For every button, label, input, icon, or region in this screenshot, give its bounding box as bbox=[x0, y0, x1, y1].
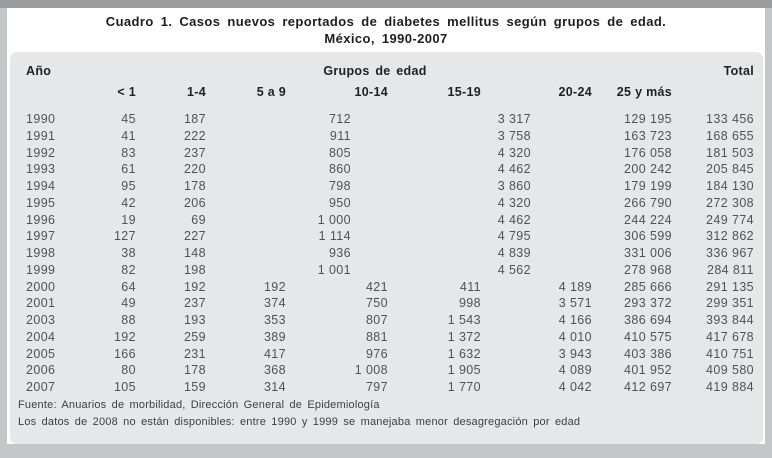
frame-bottom-border bbox=[0, 444, 772, 458]
value-cell: 4 462 bbox=[497, 212, 531, 227]
value-cell: 1 770 bbox=[447, 380, 481, 394]
value-cell: 95 bbox=[121, 179, 136, 193]
value-cell: 4 320 bbox=[497, 195, 531, 210]
value-cell: 3 943 bbox=[558, 346, 592, 361]
total-cell: 409 580 bbox=[706, 363, 755, 378]
header-spacer bbox=[674, 81, 756, 102]
frame-left-border bbox=[0, 8, 7, 458]
value-cell: 1 543 bbox=[447, 313, 481, 327]
value-cell: 798 bbox=[328, 179, 351, 193]
value-cell: 374 bbox=[263, 296, 286, 311]
total-cell: 393 844 bbox=[706, 313, 755, 327]
value-cell: 19 bbox=[121, 212, 136, 227]
table-row bbox=[18, 195, 756, 212]
value-cell: 417 bbox=[263, 346, 286, 361]
total-cell: 133 456 bbox=[706, 112, 755, 126]
table-row bbox=[18, 245, 756, 262]
value-cell: 231 bbox=[183, 346, 206, 361]
year-cell: 1998 bbox=[26, 246, 56, 260]
value-cell: 4 166 bbox=[558, 313, 592, 327]
year-cell: 1991 bbox=[26, 128, 56, 143]
footnotes bbox=[18, 398, 748, 432]
year-cell: 1999 bbox=[26, 262, 56, 277]
year-cell: 1997 bbox=[26, 229, 56, 244]
value-cell: 176 058 bbox=[624, 145, 673, 160]
year-cell: 1995 bbox=[26, 195, 56, 210]
total-cell: 410 751 bbox=[706, 346, 755, 361]
value-cell: 163 723 bbox=[624, 128, 673, 143]
year-cell: 2001 bbox=[26, 296, 56, 311]
value-cell: 1 632 bbox=[447, 346, 481, 361]
value-cell: 198 bbox=[183, 262, 206, 277]
value-cell: 368 bbox=[263, 363, 286, 378]
value-cell: 61 bbox=[121, 162, 136, 177]
value-cell: 936 bbox=[328, 246, 351, 260]
value-cell: 83 bbox=[121, 145, 136, 160]
value-cell: 412 697 bbox=[624, 380, 673, 394]
header-age-25plus: 25 y más bbox=[616, 84, 673, 99]
value-cell: 200 242 bbox=[624, 162, 673, 177]
header-spacer bbox=[18, 81, 78, 102]
value-cell: 80 bbox=[121, 363, 136, 378]
value-cell: 178 bbox=[183, 363, 206, 378]
year-cell: 2000 bbox=[26, 279, 56, 294]
value-cell: 193 bbox=[183, 313, 206, 327]
value-cell: 3 860 bbox=[497, 179, 531, 193]
value-cell: 3 317 bbox=[497, 112, 531, 126]
value-cell: 1 114 bbox=[318, 229, 351, 244]
year-cell: 1990 bbox=[26, 112, 56, 126]
value-cell: 179 199 bbox=[624, 179, 673, 193]
header-year: Año bbox=[26, 63, 52, 78]
year-cell: 1992 bbox=[26, 145, 56, 160]
value-cell: 403 386 bbox=[624, 346, 673, 361]
value-cell: 410 575 bbox=[624, 329, 673, 344]
header-age-15-19: 15-19 bbox=[447, 84, 481, 99]
year-cell: 1994 bbox=[26, 179, 56, 193]
value-cell: 64 bbox=[121, 279, 136, 294]
total-cell: 336 967 bbox=[706, 246, 755, 260]
frame-right-border bbox=[765, 8, 772, 458]
table-row bbox=[18, 102, 756, 128]
data-table bbox=[18, 60, 756, 396]
table-row bbox=[18, 128, 756, 145]
value-cell: 1 008 bbox=[354, 363, 388, 378]
value-cell: 222 bbox=[183, 128, 206, 143]
value-cell: 192 bbox=[263, 279, 286, 294]
value-cell: 353 bbox=[263, 313, 286, 327]
table-body bbox=[18, 102, 756, 396]
value-cell: 148 bbox=[183, 246, 206, 260]
value-cell: 881 bbox=[365, 329, 388, 344]
footnote-source: Fuente: Anuarios de morbilidad, Dirección General de Epidemiología bbox=[18, 399, 380, 411]
total-cell: 272 308 bbox=[706, 195, 755, 210]
value-cell: 998 bbox=[458, 296, 481, 311]
year-cell: 1996 bbox=[26, 212, 56, 227]
total-cell: 419 884 bbox=[706, 380, 755, 394]
value-cell: 3 571 bbox=[558, 296, 592, 311]
value-cell: 42 bbox=[121, 195, 136, 210]
year-cell: 1993 bbox=[26, 162, 56, 177]
header-total: Total bbox=[723, 63, 755, 78]
value-cell: 4 042 bbox=[558, 380, 592, 394]
value-cell: 4 839 bbox=[497, 246, 531, 260]
table-row bbox=[18, 346, 756, 363]
table-title-area bbox=[7, 8, 765, 52]
total-cell: 284 811 bbox=[706, 262, 755, 277]
value-cell: 129 195 bbox=[624, 112, 673, 126]
value-cell: 45 bbox=[121, 112, 136, 126]
value-cell: 1 001 bbox=[317, 262, 351, 277]
value-cell: 82 bbox=[121, 262, 136, 277]
value-cell: 187 bbox=[183, 112, 206, 126]
header-age-1-4: 1-4 bbox=[187, 84, 206, 99]
value-cell: 401 952 bbox=[624, 363, 673, 378]
table-row bbox=[18, 178, 756, 195]
total-cell: 181 503 bbox=[706, 145, 755, 160]
value-cell: 4 562 bbox=[497, 262, 531, 277]
value-cell: 4 795 bbox=[497, 229, 531, 244]
value-cell: 805 bbox=[328, 145, 351, 160]
header-age-lt1: < 1 bbox=[117, 84, 136, 99]
value-cell: 266 790 bbox=[624, 195, 673, 210]
value-cell: 220 bbox=[183, 162, 206, 177]
table-row bbox=[18, 362, 756, 379]
year-cell: 2006 bbox=[26, 363, 56, 378]
value-cell: 331 006 bbox=[624, 246, 673, 260]
total-cell: 168 655 bbox=[706, 128, 755, 143]
value-cell: 807 bbox=[365, 313, 388, 327]
table-title: Cuadro 1. Casos nuevos reportados de diabetes mellitus según grupos de edad. bbox=[105, 14, 667, 29]
year-cell: 2004 bbox=[26, 329, 56, 344]
value-cell: 4 089 bbox=[558, 363, 592, 378]
value-cell: 237 bbox=[183, 145, 206, 160]
total-cell: 299 351 bbox=[706, 296, 755, 311]
value-cell: 389 bbox=[263, 329, 286, 344]
value-cell: 159 bbox=[183, 380, 206, 394]
header-age-groups-title: Grupos de edad bbox=[323, 63, 427, 78]
value-cell: 38 bbox=[121, 246, 136, 260]
value-cell: 278 968 bbox=[624, 262, 673, 277]
total-cell: 184 130 bbox=[706, 179, 755, 193]
value-cell: 4 320 bbox=[497, 145, 531, 160]
table-row bbox=[18, 161, 756, 178]
value-cell: 712 bbox=[328, 112, 351, 126]
value-cell: 4 010 bbox=[558, 329, 592, 344]
header-age-10-14: 10-14 bbox=[354, 84, 388, 99]
value-cell: 314 bbox=[263, 380, 286, 394]
table-row bbox=[18, 279, 756, 296]
total-cell: 205 845 bbox=[706, 162, 755, 177]
value-cell: 244 224 bbox=[624, 212, 673, 227]
year-cell: 2003 bbox=[26, 313, 56, 327]
header-age-5-9: 5 a 9 bbox=[256, 84, 286, 99]
table-row bbox=[18, 379, 756, 396]
year-cell: 2007 bbox=[26, 380, 56, 394]
table-panel bbox=[10, 52, 763, 444]
value-cell: 41 bbox=[121, 128, 136, 143]
value-cell: 860 bbox=[328, 162, 351, 177]
table-row bbox=[18, 329, 756, 346]
table-row bbox=[18, 212, 756, 229]
value-cell: 4 462 bbox=[497, 162, 531, 177]
value-cell: 293 372 bbox=[624, 296, 673, 311]
value-cell: 259 bbox=[183, 329, 206, 344]
year-cell: 2005 bbox=[26, 346, 56, 361]
total-cell: 417 678 bbox=[706, 329, 755, 344]
table-header bbox=[18, 60, 756, 102]
table-row bbox=[18, 262, 756, 279]
table-row bbox=[18, 312, 756, 329]
value-cell: 4 189 bbox=[558, 279, 592, 294]
value-cell: 49 bbox=[121, 296, 136, 311]
header-row-ages bbox=[18, 81, 756, 102]
value-cell: 976 bbox=[365, 346, 388, 361]
value-cell: 950 bbox=[328, 195, 351, 210]
value-cell: 237 bbox=[183, 296, 206, 311]
value-cell: 178 bbox=[183, 179, 206, 193]
footnote-note: Los datos de 2008 no están disponibles: entre 1990 y 1999 se manejaba menor desagregación por edad bbox=[18, 416, 581, 428]
value-cell: 386 694 bbox=[624, 313, 673, 327]
value-cell: 127 bbox=[113, 229, 136, 244]
value-cell: 192 bbox=[113, 329, 136, 344]
value-cell: 411 bbox=[459, 279, 481, 294]
value-cell: 797 bbox=[365, 380, 388, 394]
value-cell: 206 bbox=[183, 195, 206, 210]
total-cell: 249 774 bbox=[706, 212, 755, 227]
value-cell: 1 000 bbox=[317, 212, 351, 227]
value-cell: 105 bbox=[113, 380, 136, 394]
value-cell: 1 905 bbox=[447, 363, 481, 378]
value-cell: 88 bbox=[121, 313, 136, 327]
total-cell: 291 135 bbox=[706, 279, 755, 294]
table-row bbox=[18, 228, 756, 245]
frame-top-border bbox=[0, 0, 772, 8]
value-cell: 285 666 bbox=[624, 279, 673, 294]
value-cell: 911 bbox=[329, 128, 351, 143]
table-row bbox=[18, 295, 756, 312]
value-cell: 1 372 bbox=[447, 329, 481, 344]
value-cell: 306 599 bbox=[624, 229, 673, 244]
value-cell: 227 bbox=[183, 229, 206, 244]
header-row-groups bbox=[18, 60, 756, 81]
table-subtitle: México, 1990-2007 bbox=[324, 31, 448, 46]
header-age-20-24: 20-24 bbox=[558, 84, 592, 99]
value-cell: 421 bbox=[365, 279, 388, 294]
table-row bbox=[18, 145, 756, 162]
total-cell: 312 862 bbox=[706, 229, 755, 244]
value-cell: 750 bbox=[365, 296, 388, 311]
value-cell: 166 bbox=[113, 346, 136, 361]
value-cell: 192 bbox=[183, 279, 206, 294]
value-cell: 69 bbox=[191, 212, 206, 227]
value-cell: 3 758 bbox=[497, 128, 531, 143]
